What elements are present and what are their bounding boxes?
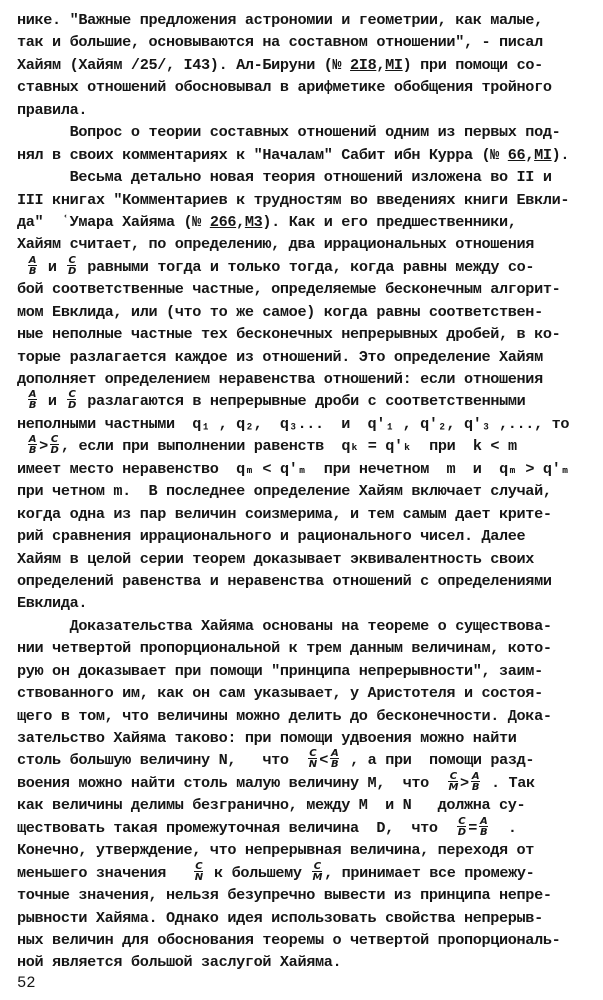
fraction	[67, 390, 76, 410]
text-run: равными тогда и только тогда, когда равны между со-	[78, 257, 535, 276]
text-run: как величины делимы безгранично, между M и N должна су-	[17, 796, 526, 815]
text-run	[17, 258, 26, 276]
fraction	[28, 435, 37, 455]
text-run: и	[39, 392, 66, 411]
text-line	[17, 368, 602, 390]
text-run: и	[39, 257, 66, 276]
fraction	[67, 256, 76, 276]
reference-number: 66	[507, 145, 526, 164]
text-run: >	[460, 773, 469, 792]
fraction	[308, 749, 317, 769]
text-run: воения можно найти столь малую величину M, что	[17, 773, 447, 792]
text-run: зательство Хайяма таково: при помощи удвоения можно найти	[17, 729, 517, 747]
text-line	[17, 390, 602, 412]
text-run: имеет место неравенство qₘ < q'ₘ при нечетном m и qₘ > q'ₘ	[17, 459, 570, 478]
text-run: ной является большой заслугой Хайяма.	[17, 953, 342, 972]
numerator: A	[28, 254, 37, 266]
numerator: C	[449, 770, 457, 782]
denominator: B	[28, 445, 37, 457]
text-line	[17, 54, 602, 76]
text-line	[17, 233, 602, 255]
denominator: M	[312, 871, 323, 883]
numerator: C	[68, 389, 76, 401]
denominator: B	[28, 265, 37, 277]
text-run: столь большую величину N, что	[17, 751, 307, 770]
text-run: щего в том, что величины можно делить до бесконечности. Дока-	[17, 706, 552, 725]
reference-number: M3	[244, 212, 263, 231]
text-run: <	[319, 751, 328, 770]
fraction	[50, 435, 59, 455]
text-run	[17, 437, 26, 455]
text-line	[17, 458, 602, 480]
text-run: ) при помощи со-	[402, 55, 543, 74]
numerator: A	[479, 815, 488, 827]
text-run: неполными частными q₁ , q₂, q₃... и q'₁ , q'₂, q'₃ ,..., то	[17, 414, 570, 433]
text-run: Хайям считает, по определению, два иррациональных отношения	[17, 235, 535, 254]
reference-number: MI	[534, 145, 552, 164]
text-line	[17, 99, 602, 121]
text-run: III книгах "Комментариев к трудностям во введениях книги Евкли-	[17, 190, 570, 209]
text-run: Хайям (Хайям /25/, I43). Ал-Бируни (№	[17, 55, 351, 74]
fraction	[330, 749, 339, 769]
text-run: нии четвертой пропорциональной к трем данным величинам, кото-	[17, 639, 552, 658]
text-line	[17, 951, 602, 973]
reference-number: 266	[209, 212, 237, 231]
text-line	[17, 548, 602, 570]
numerator: C	[458, 815, 466, 827]
text-run: ных величин для обоснования теоремы о четвертой пропорциональ-	[17, 930, 561, 949]
fraction	[28, 390, 37, 410]
text-line	[17, 301, 602, 323]
fraction	[194, 862, 203, 882]
text-run: бой соответственные частные, определяемые бесконечным алгорит-	[17, 280, 561, 299]
text-run: .	[490, 818, 517, 837]
text-line	[17, 480, 602, 502]
numerator: A	[330, 748, 339, 760]
text-run: нял в своих комментариях к "Началам" Сабит ибн Курра (№	[17, 145, 508, 164]
text-run: рий сравнения иррационального и рационального чисел. Далее	[17, 527, 526, 546]
text-line	[17, 839, 602, 861]
denominator: N	[194, 871, 203, 883]
text-run: Конечно, утверждение, что непрерывная величина, переходя от	[17, 841, 535, 860]
text-line	[17, 278, 602, 300]
text-run: ставных отношений обосновывал в арифметике обобщения тройного	[17, 78, 552, 97]
numerator: C	[50, 434, 58, 446]
numerator: A	[28, 434, 37, 446]
text-run: разлагаются в непрерывные дроби с соответственными	[78, 392, 526, 411]
text-run	[17, 392, 26, 410]
text-run: Вопрос о теории составных отношений одним из первых под-	[17, 123, 561, 142]
text-run: ,	[525, 145, 535, 164]
text-run: да" ʿУмара Хайяма (№	[17, 212, 210, 231]
text-run: торые разлагается каждое из отношений. Это определение Хайям	[17, 347, 543, 366]
text-run: Доказательства Хайяма основаны на теореме о существова-	[17, 616, 552, 635]
text-line	[17, 144, 602, 166]
text-line	[17, 660, 602, 682]
text-run: точные значения, нельзя безупречно вывести из принципа непре-	[17, 886, 552, 905]
text-line	[17, 413, 602, 435]
denominator: N	[308, 759, 317, 771]
reference-number: MI	[385, 55, 403, 74]
text-line	[17, 9, 602, 31]
denominator: B	[28, 400, 37, 412]
text-run: ). Как и его предшественники,	[262, 212, 517, 231]
text-run: ,	[376, 55, 386, 74]
text-line	[17, 31, 602, 53]
text-run: меньшего значения	[17, 863, 193, 882]
fraction	[28, 256, 37, 276]
text-run: правила.	[17, 100, 88, 119]
text-line	[17, 525, 602, 547]
text-line	[17, 189, 602, 211]
text-run: мом Евклида, или (что то же самое) когда равны соответствен-	[17, 302, 543, 321]
text-line	[17, 166, 602, 188]
page-number: 52	[17, 974, 36, 992]
text-run: , если при выполнении равенств qₖ = q'ₖ при k < m	[60, 437, 517, 456]
fraction	[312, 862, 322, 882]
text-line	[17, 705, 602, 727]
text-line	[17, 435, 602, 457]
text-line	[17, 862, 602, 884]
fraction	[479, 817, 488, 837]
numerator: C	[195, 860, 203, 872]
text-line	[17, 682, 602, 704]
numerator: C	[68, 254, 76, 266]
numerator: A	[471, 770, 480, 782]
fraction	[471, 772, 480, 792]
text-run: рывности Хайяма. Однако идея использовать свойства непрерыв-	[17, 908, 543, 927]
text-run: ные неполные частные тех бесконечных непрерывных дробей, в ко-	[17, 325, 561, 344]
text-run: ществовать такая промежуточная величина D, что	[17, 818, 456, 837]
denominator: M	[448, 781, 459, 793]
text-line	[17, 76, 602, 98]
text-line	[17, 323, 602, 345]
text-run: ствованного им, как он сам указывает, у Аристотеля и состоя-	[17, 684, 543, 703]
text-run: ,	[236, 212, 245, 231]
denominator: D	[67, 265, 76, 277]
text-run: >	[39, 437, 48, 456]
denominator: B	[331, 759, 339, 771]
text-run: дополняет определением неравенства отношений: если отношения	[17, 370, 543, 388]
numerator: A	[28, 389, 37, 401]
text-line	[17, 256, 602, 278]
text-line	[17, 929, 602, 951]
numerator: C	[313, 860, 321, 872]
text-line	[17, 772, 602, 794]
text-line	[17, 907, 602, 929]
text-run: к большему	[205, 863, 311, 882]
text-line	[17, 592, 602, 614]
text-line	[17, 121, 602, 143]
text-run: рую он доказывает при помощи "принципа непрерывности", заим-	[17, 661, 543, 680]
denominator: D	[50, 445, 59, 457]
fraction	[457, 817, 466, 837]
text-run: Евклида.	[17, 594, 88, 613]
numerator: C	[309, 748, 317, 760]
text-run: определений равенства и неравенства отношений с определениями	[17, 571, 552, 590]
text-line	[17, 637, 602, 659]
text-run: . Так	[482, 773, 535, 792]
text-run: так и большие, основываются на составном отношении", - писал	[17, 33, 543, 52]
denominator: B	[480, 826, 488, 838]
text-line	[17, 503, 602, 525]
denominator: B	[471, 781, 480, 793]
document-body	[17, 9, 602, 974]
text-run: =	[468, 818, 477, 837]
text-line	[17, 346, 602, 368]
fraction	[448, 772, 458, 792]
text-run: при четном m. В последнее определение Хайям включает случай,	[17, 482, 552, 501]
text-line	[17, 570, 602, 592]
reference-number: 2I8	[350, 55, 377, 74]
text-run: Весьма детально новая теория отношений изложена во II и	[17, 168, 552, 187]
text-run: , принимает все промежу-	[324, 863, 535, 882]
text-run: Хайям в целой серии теорем доказывает эквивалентность своих	[17, 549, 535, 568]
denominator: D	[457, 826, 466, 838]
text-run: нике. "Важные предложения астрономии и геометрии, как малые,	[17, 11, 543, 29]
text-run: , а при помощи разд-	[341, 751, 535, 770]
text-line	[17, 794, 602, 816]
text-line	[17, 817, 602, 839]
text-line	[17, 749, 602, 771]
text-line	[17, 211, 602, 233]
text-line	[17, 727, 602, 749]
text-line	[17, 615, 602, 637]
text-line	[17, 884, 602, 906]
denominator: D	[67, 400, 76, 412]
text-run: когда одна из пар величин соизмерима, и тем самым дает крите-	[17, 504, 552, 523]
text-run: ).	[551, 145, 570, 164]
